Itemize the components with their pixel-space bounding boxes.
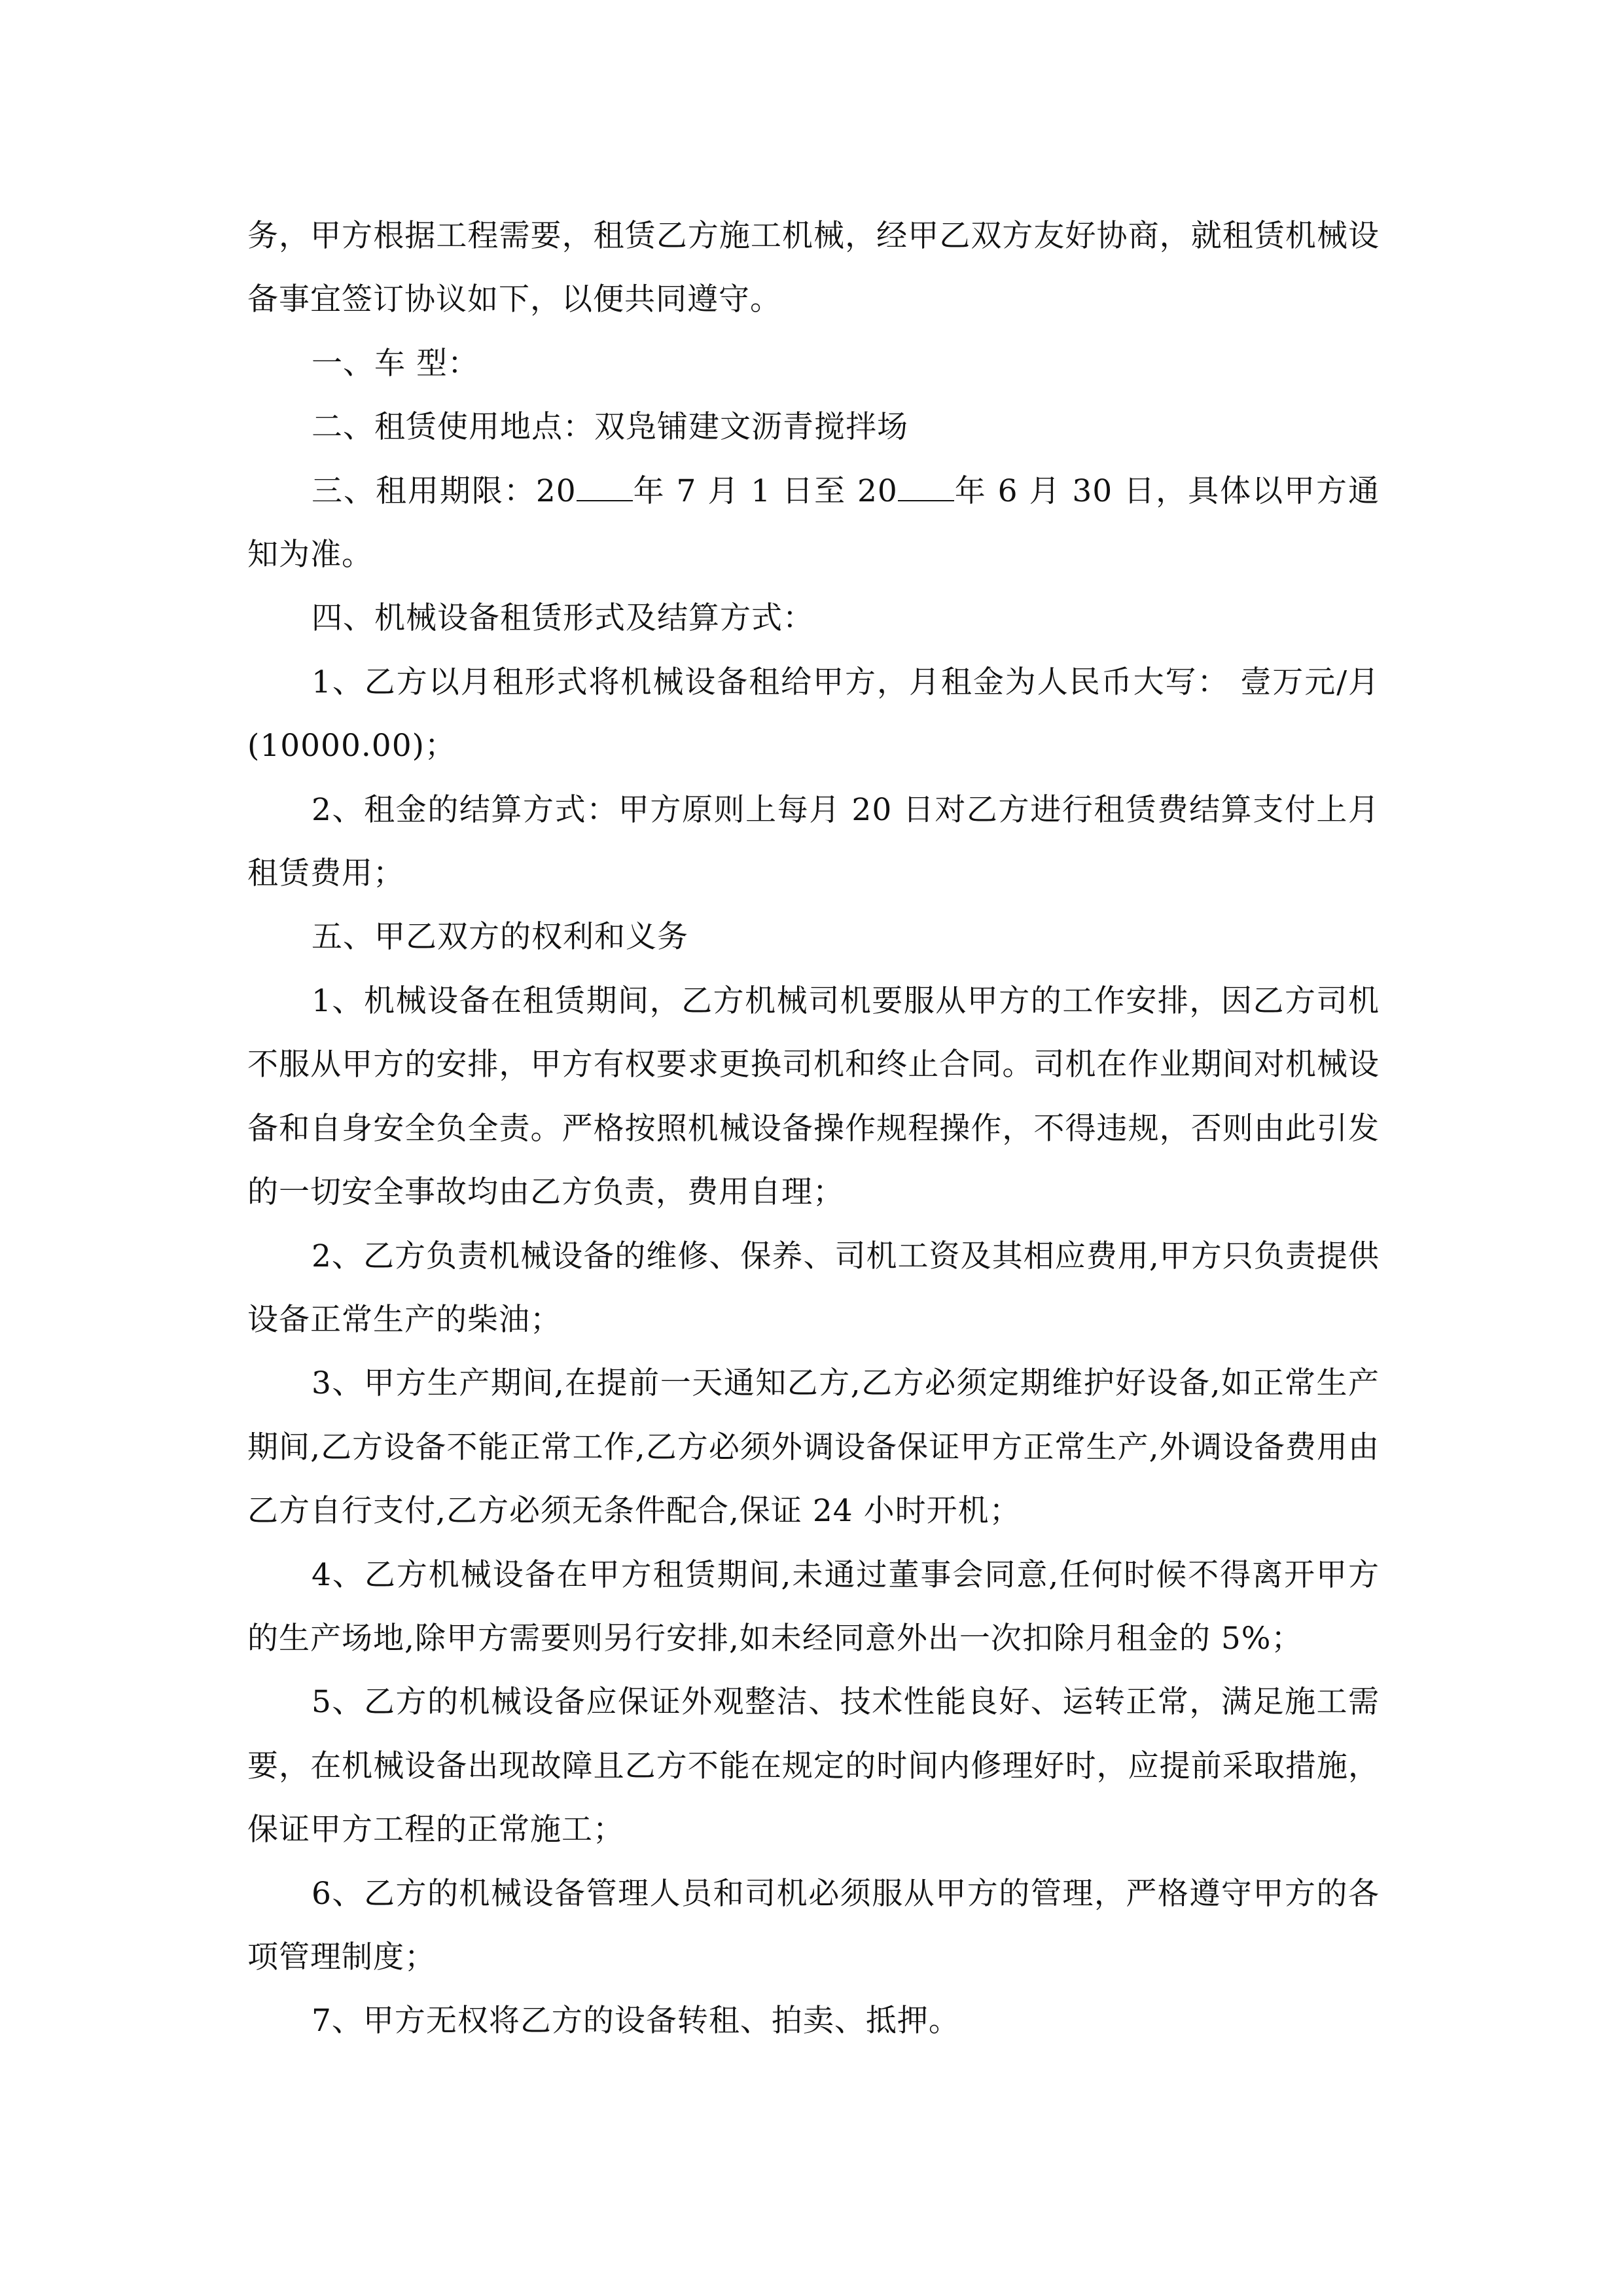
clause-driver-obligations: 1、机械设备在租赁期间，乙方机械司机要服从甲方的工作安排，因乙方司机不服从甲方的安排，甲方有权要求更换司机和终止合同。司机在作业期间对机械设备和自身安全负全责。严格按照机械设备操作规程操作，不得违规，否则由此引发的一切安全事故均由乙方负责，费用自理；: [247, 982, 1380, 1211]
lease-term-suffix: 年 6 月 30 日，具体以甲方通知为准。: [247, 473, 1380, 573]
intro-paragraph: 务，甲方根据工程需要，租赁乙方施工机械，经甲乙双方友好协商，就租赁机械设备事宜签订协议如下，以便共同遵守。: [247, 218, 1380, 318]
document-page: [247, 204, 1380, 2053]
section-lease-term: [247, 459, 1380, 587]
clause-production-period: 3、甲方生产期间,在提前一天通知乙方,乙方必须定期维护好设备,如正常生产期间,乙方设备不能正常工作,乙方必须外调设备保证甲方正常生产,外调设备费用由乙方自行支付,乙方必须无条件配合,保证 24 小时开机；: [247, 1365, 1380, 1530]
section-rights-heading: 五、甲乙双方的权利和义务: [312, 919, 688, 956]
section-vehicle-type: 一、车 型：: [312, 345, 479, 382]
section-location: 二、租赁使用地点：双凫铺建文沥青搅拌场: [312, 409, 908, 446]
clause-management: 6、乙方的机械设备管理人员和司机必须服从甲方的管理，严格遵守甲方的各项管理制度；: [247, 1875, 1380, 1975]
year-blank-start: [577, 476, 633, 501]
clause-site-leave: 4、乙方机械设备在甲方租赁期间,未通过董事会同意,任何时候不得离开甲方的生产场地,除甲方需要则另行安排,如未经同意外出一次扣除月租金的 5%；: [247, 1556, 1380, 1657]
section-lease-form-heading: 四、机械设备租赁形式及结算方式：: [312, 600, 814, 637]
clause-equipment-condition: 5、乙方的机械设备应保证外观整洁、技术性能良好、运转正常，满足施工需要，在机械设备出现故障且乙方不能在规定的时间内修理好时，应提前采取措施，保证甲方工程的正常施工；: [247, 1684, 1380, 1848]
clause-monthly-rent: 1、乙方以月租形式将机械设备租给甲方，月租金为人民币大写： 壹万元/月(10000.00)；: [247, 664, 1380, 764]
lease-term-middle: 年 7 月 1 日至 20: [632, 473, 898, 509]
clause-settlement: 2、租金的结算方式：甲方原则上每月 20 日对乙方进行租赁费结算支付上月租赁费用；: [247, 791, 1380, 892]
year-blank-end: [898, 476, 954, 501]
lease-term-prefix: 三、租用期限：20: [312, 473, 577, 509]
clause-no-sublease: 7、甲方无权将乙方的设备转租、拍卖、抵押。: [312, 2003, 960, 2039]
clause-maintenance: 2、乙方负责机械设备的维修、保养、司机工资及其相应费用,甲方只负责提供设备正常生产的柴油；: [247, 1238, 1380, 1338]
